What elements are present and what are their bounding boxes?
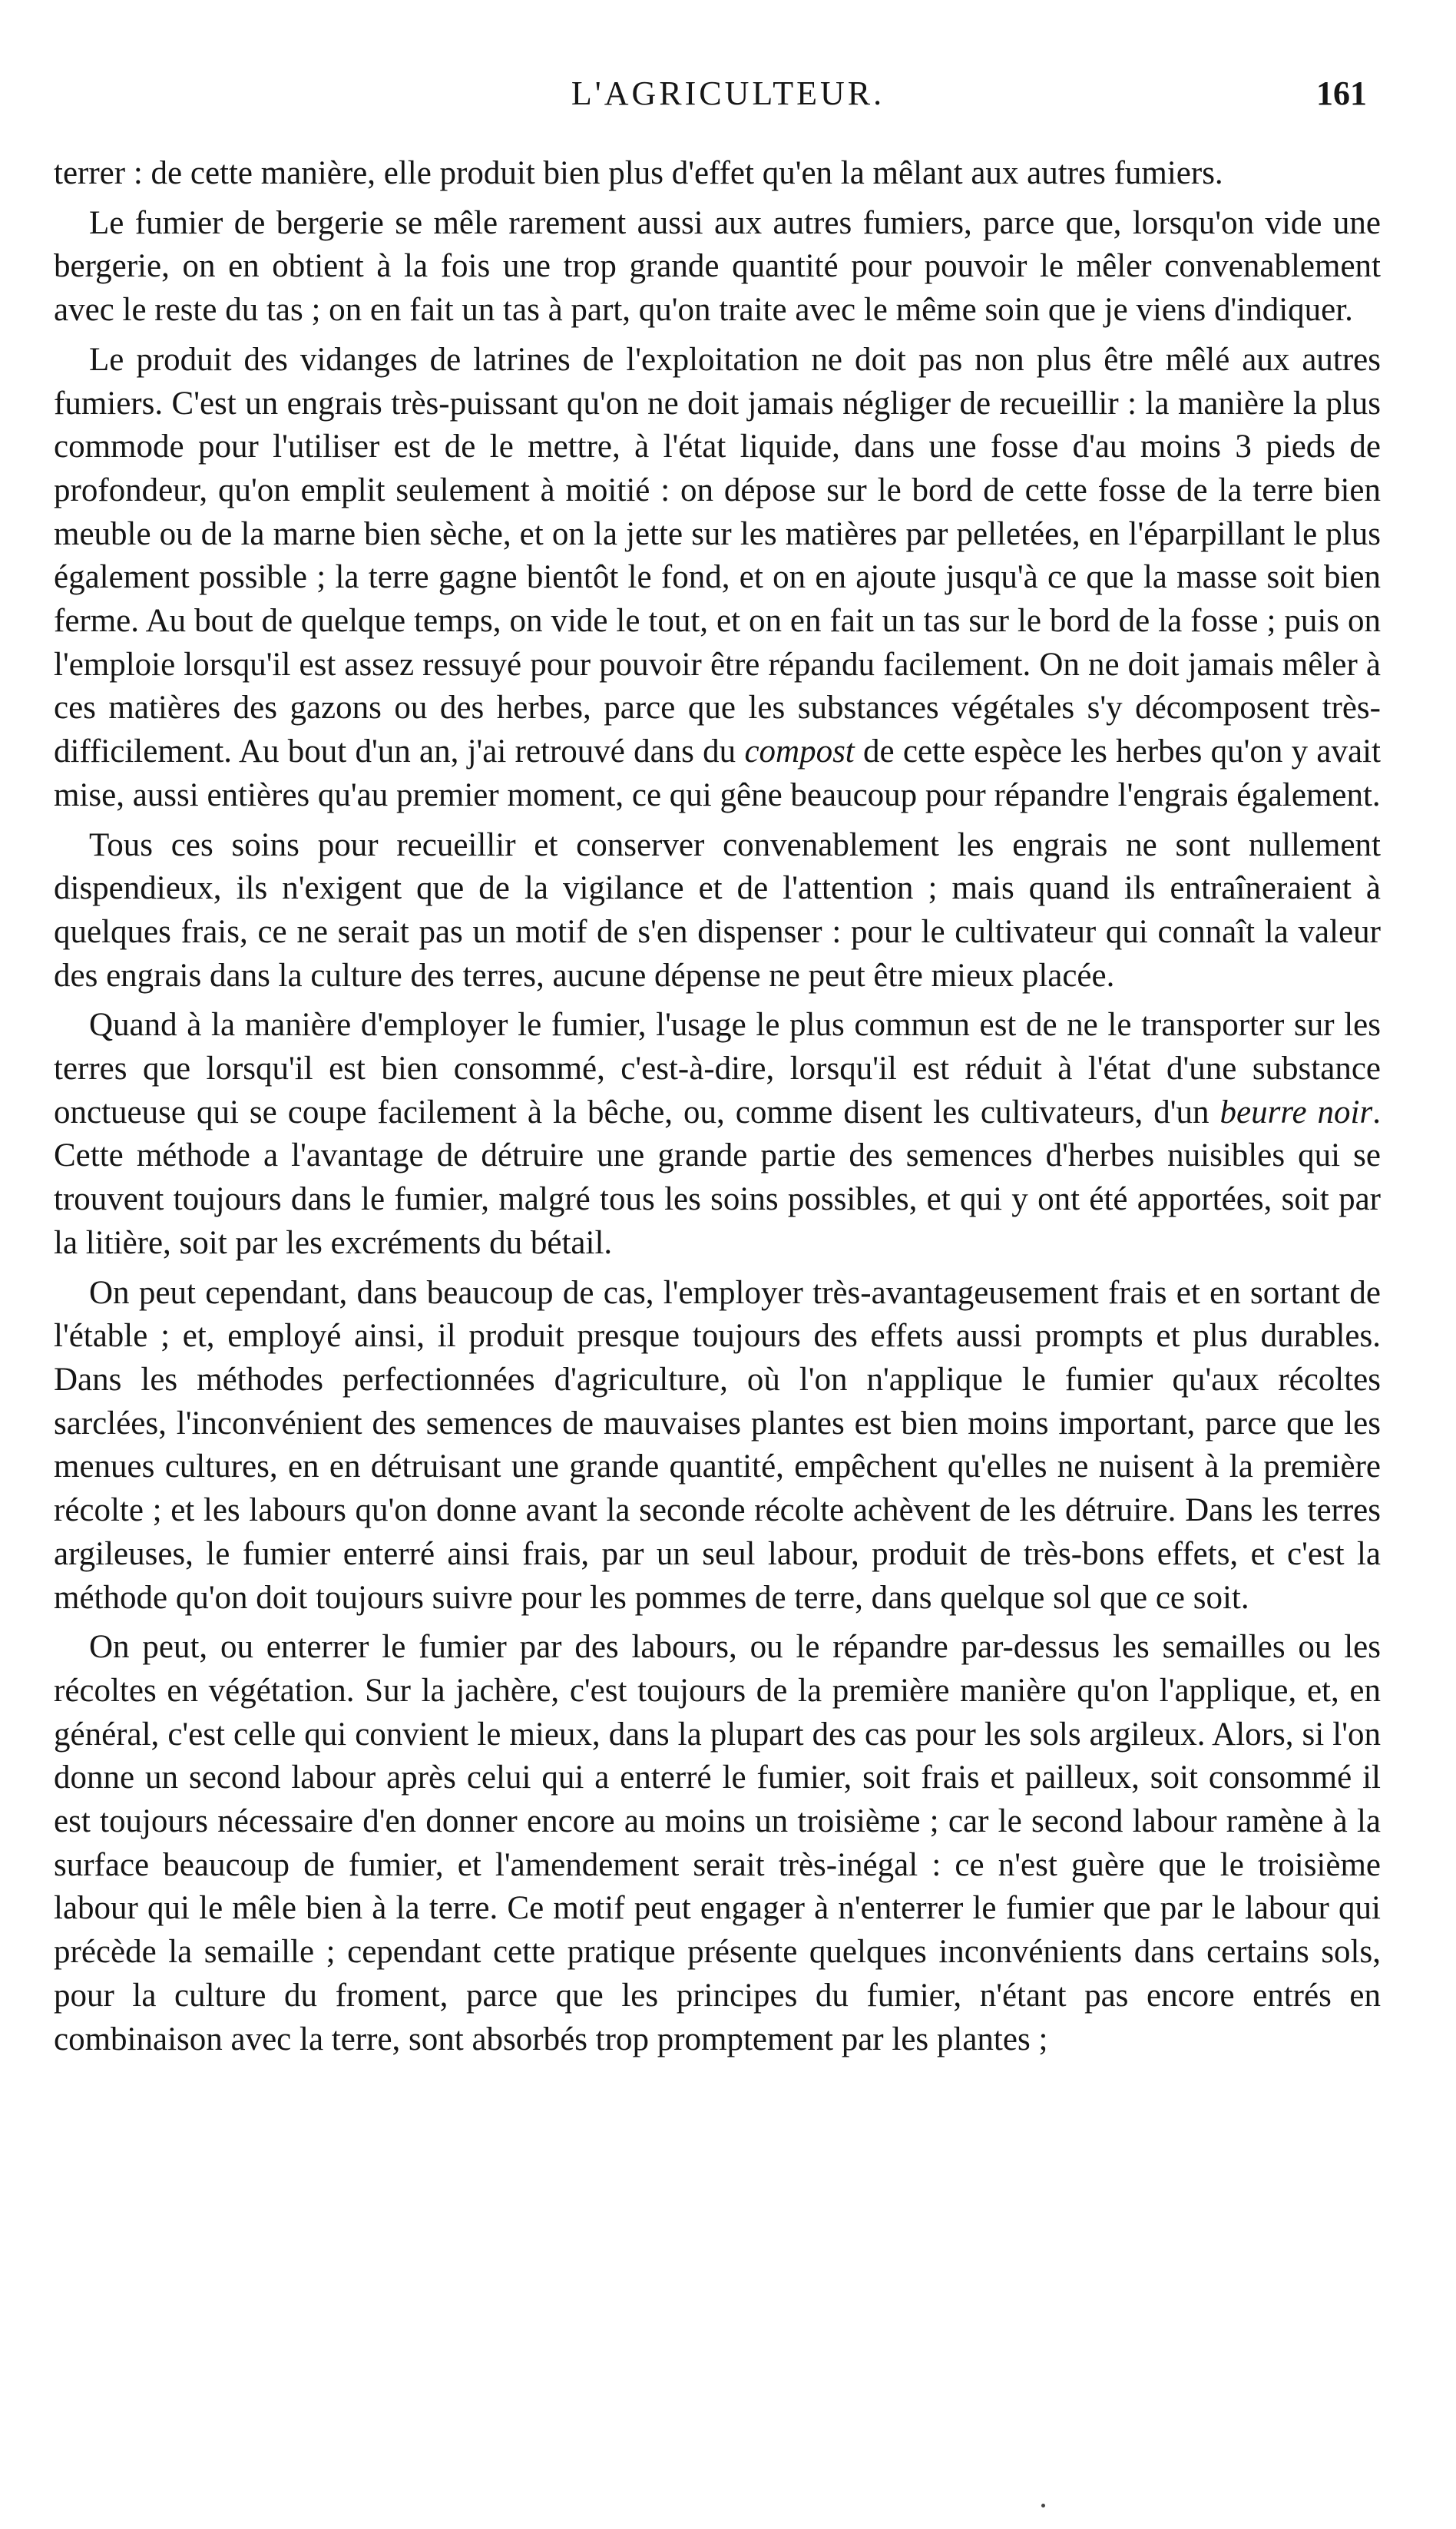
paragraph-4 (54, 824, 1381, 998)
paragraph-text: Quand à la manière d'employer le fumier, l'usage le plus commun est de ne le transporter sur les terres que lorsqu'il est bien consommé, c'est-à-dire, lorsqu'il est réduit à l'état d'une substance onctueuse qui se coupe facilement à la bêche, ou, comme disent les cultivateurs, d'un (54, 1007, 1381, 1130)
running-header (0, 71, 1456, 117)
italic-term: compost (744, 733, 855, 770)
paragraph-text: Le fumier de bergerie se mêle rarement aussi aux autres fumiers, parce que, lorsqu'on vide une bergerie, on en obtient à la fois une trop grande quantité pour pouvoir le mêler convenablement avec le reste du tas ; on en fait un tas à part, qu'on traite avec le même soin que je viens d'indiquer. (54, 204, 1381, 329)
paragraph-2 (54, 202, 1381, 333)
print-speck (1041, 2504, 1045, 2507)
paragraph-text: On peut, ou enterrer le fumier par des labours, ou le répandre par-dessus les semailles ou les récoltes en végétation. Sur la jachère, c'est toujours de la première manière qu'on l'applique, et, en général, c'est celle qui convient le mieux, dans la plupart des cas pour les sols argileux. Alors, si l'on donne un second labour après celui qui a enterré le fumier, soit frais et pailleux, soit consommé il est toujours nécessaire d'en donner encore au moins un troisième ; car le second labour ramène à la surface beaucoup de fumier, et l'amendement serait très-inégal : ce n'est guère que le troisième labour qui le mêle bien à la terre. Ce motif peut engager à n'enterrer le fumier que par le labour qui précède la semaille ; cependant cette pratique présente quelques inconvénients dans certains sols, pour la culture du froment, parce que les principes du fumier, n'étant pas encore entrés en combinaison avec la terre, sont absorbés trop promptement par les plantes ; (54, 1629, 1381, 2057)
paragraph-7 (54, 1626, 1381, 2061)
paragraph-text-after: . Cette méthode a l'avantage de détruire une grande partie des semences d'herbes nuisibles qui se trouvent toujours dans le fumier, malgré tous les soins possibles, et qui y ont été apportées, soit par la litière, soit par les excréments du bétail. (54, 1094, 1381, 1261)
paragraph-text: Le produit des vidanges de latrines de l'exploitation ne doit pas non plus être mêlé aux autres fumiers. C'est un engrais très-puissant qu'on ne doit jamais négliger de recueillir : la manière la plus commode pour l'utiliser est de le mettre, à l'état liquide, dans une fosse d'au moins 3 pieds de profondeur, qu'on emplit seulement à moitié : on dépose sur le bord de cette fosse de la terre bien meuble ou de la marne bien sèche, et on la jette sur les matières par pelletées, en l'éparpillant le plus également possible ; la terre gagne bientôt le fond, et on en ajoute jusqu'à ce que la masse soit bien ferme. Au bout de quelque temps, on vide le tout, et on en fait un tas sur le bord de la fosse ; puis on l'emploie lorsqu'il est assez ressuyé pour pouvoir être répandu facilement. On ne doit jamais mêler à ces matières des gazons ou des herbes, parce que les substances végétales s'y décomposent très-difficilement. Au bout d'un an, j'ai retrouvé dans du (54, 341, 1381, 770)
paragraph-text: terrer : de cette manière, elle produit bien plus d'effet qu'en la mêlant aux autres fumiers. (54, 155, 1223, 191)
paragraph-3 (54, 339, 1381, 818)
running-title: L'AGRICULTEUR. (571, 74, 885, 112)
paragraph-1 (54, 152, 1381, 196)
body-text (54, 152, 1381, 2061)
page-number: 161 (1316, 74, 1367, 112)
paragraph-5 (54, 1004, 1381, 1265)
paragraph-text: On peut cependant, dans beaucoup de cas, l'employer très-avantageusement frais et en sortant de l'étable ; et, employé ainsi, il produit presque toujours des effets aussi prompts et plus durables. Dans les méthodes perfectionnées d'agriculture, où l'on n'applique le fumier qu'aux récoltes sarclées, l'inconvénient des semences de mauvaises plantes est bien moins important, parce que les menues cultures, en en détruisant une grande quantité, empêchent qu'elles ne nuisent à la première récolte ; et les labours qu'on donne avant la seconde récolte achèvent de les détruire. Dans les terres argileuses, le fumier enterré ainsi frais, par un seul labour, produit de très-bons effets, et c'est la méthode qu'on doit toujours suivre pour les pommes de terre, dans quelque sol que ce soit. (54, 1274, 1381, 1616)
paragraph-6 (54, 1272, 1381, 1620)
italic-term: beurre noir (1219, 1094, 1373, 1130)
paragraph-text-after: de cette espèce les herbes qu'on y avait mise, aussi entières qu'au premier moment, ce qui gêne beaucoup pour répandre l'engrais également. (54, 733, 1381, 813)
paragraph-text: Tous ces soins pour recueillir et conserver convenablement les engrais ne sont nullement dispendieux, ils n'exigent que de la vigilance et de l'attention ; mais quand ils entraîneraient à quelques frais, ce ne serait pas un motif de s'en dispenser : pour le cultivateur qui connaît la valeur des engrais dans la culture des terres, aucune dépense ne peut être mieux placée. (54, 826, 1381, 994)
